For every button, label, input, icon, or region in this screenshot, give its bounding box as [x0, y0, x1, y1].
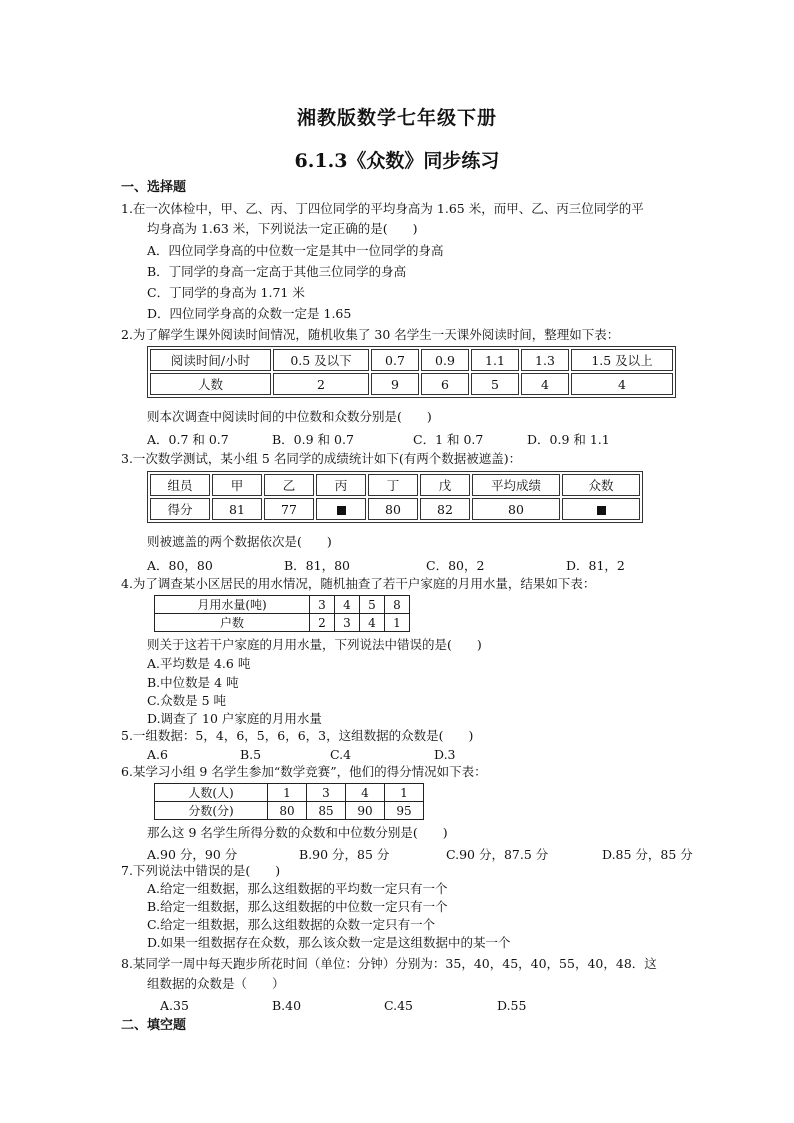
- table-cell: 0.9: [421, 349, 469, 371]
- table-cell: 3: [307, 784, 346, 802]
- table-row: [155, 802, 424, 820]
- q5-option-c: C.4: [330, 747, 352, 762]
- q6-option-a: A.90 分，90 分: [147, 847, 238, 862]
- q6-question: 那么这 9 名学生所得分数的众数和中位数分别是( ): [147, 825, 448, 840]
- table-cell: 组员: [150, 474, 210, 496]
- table-row: [155, 614, 410, 632]
- table-cell: 5: [471, 373, 519, 395]
- q3-option-c: C．80，2: [426, 558, 485, 573]
- table-row: [155, 596, 410, 614]
- q8-option-d: D.55: [497, 998, 527, 1013]
- q4-option-a: A.平均数是 4.6 吨: [147, 656, 251, 671]
- q6-option-c: C.90 分，87.5 分: [446, 847, 549, 862]
- q6-score-table: [154, 783, 424, 820]
- table-cell: 甲: [212, 474, 262, 496]
- q2-option-a: A．0.7 和 0.7: [147, 432, 229, 447]
- section-heading-fill-in: 二、填空题: [121, 1018, 187, 1033]
- table-cell: 5: [360, 596, 385, 614]
- table-row: [150, 474, 640, 496]
- table-cell: 90: [346, 802, 385, 820]
- q1-stem-line1: 1.在一次体检中，甲、乙、丙、丁四位同学的平均身高为 1.65 米，而甲、乙、丙三位同学的平: [121, 201, 644, 216]
- q7-option-a: A.给定一组数据，那么这组数据的平均数一定只有一个: [147, 881, 448, 896]
- q4-question: 则关于这若干户家庭的月用水量，下列说法中错误的是( ): [147, 637, 482, 652]
- table-cell: 77: [264, 498, 314, 520]
- table-cell: 1.3: [521, 349, 569, 371]
- table-cell: 80: [268, 802, 307, 820]
- table-cell: 4: [360, 614, 385, 632]
- q6-option-b: B.90 分，85 分: [299, 847, 390, 862]
- table-cell: 户数: [155, 614, 310, 632]
- q2-reading-time-table: [147, 346, 676, 398]
- q2-question: 则本次调查中阅读时间的中位数和众数分别是( ): [147, 409, 432, 424]
- q4-water-usage-table: [154, 595, 410, 632]
- table-cell: 阅读时间/小时: [150, 349, 271, 371]
- table-row: [150, 349, 673, 371]
- table-cell: 85: [307, 802, 346, 820]
- table-cell: 丁: [368, 474, 418, 496]
- q5-option-a: A.6: [147, 747, 168, 762]
- q2-option-b: B．0.9 和 0.7: [272, 432, 354, 447]
- table-cell: 得分: [150, 498, 210, 520]
- table-cell: 82: [420, 498, 470, 520]
- q8-option-a: A.35: [160, 998, 189, 1013]
- table-cell: 众数: [562, 474, 640, 496]
- q1-option-b: B．丁同学的身高一定高于其他三位同学的身高: [147, 264, 407, 279]
- table-cell: 人数(人): [155, 784, 268, 802]
- table-cell: 戊: [420, 474, 470, 496]
- table-cell: 0.5 及以下: [273, 349, 369, 371]
- q8-stem-line2: 组数据的众数是（ ）: [147, 976, 285, 991]
- table-cell: 4: [346, 784, 385, 802]
- table-cell: 4: [571, 373, 673, 395]
- q3-stem: 3.一次数学测试，某小组 5 名同学的成绩统计如下(有两个数据被遮盖)：: [121, 451, 522, 466]
- q5-stem: 5.一组数据：5，4，6，5，6，6，3，这组数据的众数是( ): [121, 728, 474, 743]
- table-cell: 0.7: [371, 349, 419, 371]
- q2-stem: 2.为了解学生课外阅读时间情况，随机收集了 30 名学生一天课外阅读时间，整理如下表：: [121, 327, 620, 342]
- q8-option-c: C.45: [384, 998, 413, 1013]
- q7-option-d: D.如果一组数据存在众数，那么该众数一定是这组数据中的某一个: [147, 935, 511, 950]
- table-cell: 1.1: [471, 349, 519, 371]
- q3-score-table: [147, 471, 643, 523]
- table-cell: 分数(分): [155, 802, 268, 820]
- q1-option-c: C．丁同学的身高为 1.71 米: [147, 285, 305, 300]
- table-cell: 平均成绩: [472, 474, 560, 496]
- q8-option-b: B.40: [272, 998, 302, 1013]
- table-cell: 9: [371, 373, 419, 395]
- table-row: [155, 784, 424, 802]
- q6-stem: 6.某学习小组 9 名学生参加“数学竞赛”，他们的得分情况如下表：: [121, 764, 487, 779]
- table-cell: 1: [385, 784, 424, 802]
- covered-cell: [316, 498, 366, 520]
- table-cell: 2: [310, 614, 335, 632]
- q3-question: 则被遮盖的两个数据依次是( ): [147, 534, 332, 549]
- q7-stem: 7.下列说法中错误的是( ): [121, 863, 281, 878]
- document-subtitle: 6.1.3《众数》同步练习: [294, 150, 500, 172]
- table-row: [150, 373, 673, 395]
- table-cell: 1: [385, 614, 410, 632]
- q8-stem-line1: 8.某同学一周中每天跑步所花时间（单位：分钟）分别为：35，40，45，40，55，40，48．这: [121, 956, 657, 971]
- q7-option-b: B.给定一组数据，那么这组数据的中位数一定只有一个: [147, 899, 448, 914]
- q2-option-c: C．1 和 0.7: [413, 432, 484, 447]
- table-cell: 4: [521, 373, 569, 395]
- covered-cell: [562, 498, 640, 520]
- q2-option-d: D．0.9 和 1.1: [527, 432, 610, 447]
- q3-option-b: B．81，80: [284, 558, 350, 573]
- table-cell: 1: [268, 784, 307, 802]
- table-cell: 丙: [316, 474, 366, 496]
- table-cell: 81: [212, 498, 262, 520]
- q3-option-d: D．81，2: [566, 558, 625, 573]
- table-cell: 6: [421, 373, 469, 395]
- q6-option-d: D.85 分，85 分: [602, 847, 693, 862]
- section-heading-choice: 一、选择题: [121, 180, 187, 195]
- black-square-icon: [597, 506, 606, 515]
- table-cell: 1.5 及以上: [571, 349, 673, 371]
- table-cell: 8: [385, 596, 410, 614]
- q5-option-b: B.5: [240, 747, 262, 762]
- black-square-icon: [337, 506, 346, 515]
- table-cell: 乙: [264, 474, 314, 496]
- table-cell: 4: [335, 596, 360, 614]
- q4-stem: 4.为了调查某小区居民的用水情况，随机抽查了若干户家庭的月用水量，结果如下表：: [121, 576, 596, 591]
- document-title: 湘教版数学七年级下册: [296, 107, 497, 129]
- q3-option-a: A．80，80: [147, 558, 213, 573]
- table-cell: 月用水量(吨): [155, 596, 310, 614]
- q4-option-c: C.众数是 5 吨: [147, 693, 226, 708]
- table-cell: 80: [472, 498, 560, 520]
- q4-option-d: D.调查了 10 户家庭的月用水量: [147, 711, 322, 726]
- q7-option-c: C.给定一组数据，那么这组数据的众数一定只有一个: [147, 917, 436, 932]
- table-cell: 3: [335, 614, 360, 632]
- table-cell: 80: [368, 498, 418, 520]
- q1-option-d: D．四位同学身高的众数一定是 1.65: [147, 306, 352, 321]
- table-cell: 人数: [150, 373, 271, 395]
- q4-option-b: B.中位数是 4 吨: [147, 675, 239, 690]
- table-row: [150, 498, 640, 520]
- table-cell: 3: [310, 596, 335, 614]
- table-cell: 95: [385, 802, 424, 820]
- q1-option-a: A．四位同学身高的中位数一定是其中一位同学的身高: [147, 243, 444, 258]
- q5-option-d: D.3: [434, 747, 456, 762]
- q1-stem-line2: 均身高为 1.63 米，下列说法一定正确的是( ): [147, 221, 418, 236]
- table-cell: 2: [273, 373, 369, 395]
